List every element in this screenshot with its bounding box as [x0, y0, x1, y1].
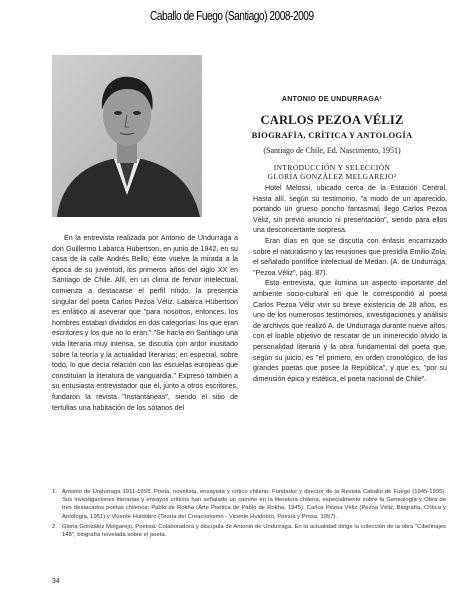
article-edition: (Santiago de Chile, Ed. Nascimento, 1951)	[263, 146, 401, 155]
footnote-text: Gloria González Melgarejo. Poetisa. Colaboradora y discípula de Antonio de Undurraga. En la actualidad dirige la colección de la obra "Cibelinajes 148", biografía novelada sobre el poeta.	[62, 523, 446, 539]
right-paragraph-2: Eran días en que se discutía con énfasis encarnizado sobre el naturalismo y las reuniones que presidía Emilio Zola, el señalado pontífice intelectual de Medan. (A. de Undurraga, "Pezoa Véliz", pág. 87).	[253, 236, 447, 277]
left-text-column	[52, 233, 238, 413]
article-intro-credit	[214, 163, 450, 181]
page-number: 34	[52, 578, 60, 585]
article-subtitle: BIOGRAFÍA, CRÍTICA Y ANTOLOGÍA	[251, 130, 413, 140]
footnote-text: Antonio de Undurraga 1911-1993. Poeta, novelista, ensayista y crítico chileno. Fundador y director de la Revista Caballo de Fuego (1945-1995). Sus investigaciones literarias y ensayos críticos han señalado un camino en la literatura chilena, especialmente sobre la Genealogía y Obra de tres destacados poetas chilenos: Pablo de Rokha (Arte Poética de Pablo de Rokha, 1945). Carlos Pezoa Véliz (Pezoa Véliz, Biografía, Crítica y Antología, 1951) y Vicente Huidobro (Teoría del Creacionismo - Vicente Huidobro, Poesía y Prosa, 1957).	[62, 489, 446, 520]
footnotes	[52, 488, 446, 541]
right-paragraph-1: Hotel Melossi, ubicado cerca de la Estación Central. Hasta allí, según su testimonio, "a modo de un aparecido, portando un grueso poncho fantasmal, llegó Carlos Pezoa Véliz, sin previo anuncio ni presentación", siendo para ellos una desconcertante sorpresa.	[253, 184, 447, 235]
article-author: ANTONIO DE UNDURRAGA¹	[281, 96, 383, 103]
right-text-column	[253, 183, 447, 384]
footnote-number: 2.	[52, 523, 57, 530]
right-paragraph-3: Esta entrevista, que ilumina un aspecto importante del ambiente socio-cultural en que le correspondió al poeta Carlos Pezoa Véliz vivir su breve existencia de 28 años, es uno de los numerosos testimonios, investigaciones y análisis de archivos que realizó A. de Undurraga durante nueve años, con el loable objetivo de rescatar de un inmerecido olvido la personalidad literaria y la obra fundamental del poeta que, según su juicio, es "el primero, en orden cronológico, de los grandes poetas que posee la República", y que es, "por su dimensión épica y estética, el poeta nacional de Chile".	[253, 279, 447, 383]
left-paragraph-1: En la entrevista realizada por Antonio de Undurraga a don Guillermo Labarca Hubertson, en junio de 1942, en su casa de la calle Andrés Bello, éste vuelve la mirada a la época de su juventud, los primeros años del siglo XX en Santiago de Chile. Allí, en un clima de fervor intelectual, comienza a destacarse el perfil nítido, la presencia singular del poeta Carlos Pezoa Véliz. Labarca Hubertson es enfático al aseverar que "para nosotros, entonces, los hombres estaban divididos en dos categorías: los que eran escritores y los que no lo eran." "Se hacía en Santiago una vida literaria muy intensa, se discutía con ardor inusitado sobre la teoría y la actualidad literarias; en especial, sobre todo, lo que decía relación con las escuelas europeas que constituían la literatura de vanguardia." Expresó también a su entusiasta entrevistador que él, junto a otros escritores, fundaron la revista "Instantáneas", siendo el sitio de tertulias una habitación de los sótanos del	[52, 234, 238, 412]
portrait-illustration	[52, 55, 202, 217]
article-title: CARLOS PEZOA VÉLIZ	[260, 113, 404, 127]
intro-line-2: GLORIA GONZÁLEZ MELGAREJO²	[267, 172, 397, 181]
portrait-photo	[52, 55, 202, 217]
article-heading	[214, 96, 450, 181]
footnote-number: 1.	[52, 489, 57, 495]
footnote-1	[52, 488, 446, 521]
intro-line-1: INTRODUCCIÓN Y SELECCIÓN	[273, 163, 391, 172]
footnote-2	[52, 523, 446, 539]
journal-header: Caballo de Fuego (Santiago) 2008-2009	[150, 8, 314, 23]
